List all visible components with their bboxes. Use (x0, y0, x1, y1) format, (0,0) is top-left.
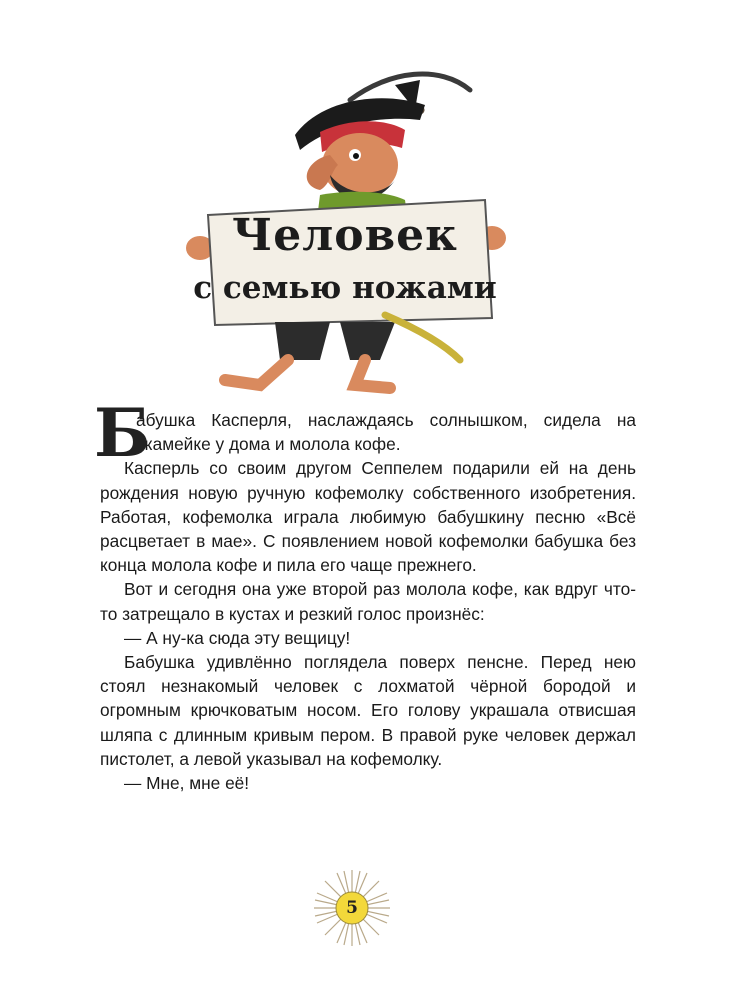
page-number-badge (312, 868, 392, 948)
story-text (94, 394, 636, 795)
page-number: 5 (346, 898, 358, 918)
paragraph-2: Касперль со своим другом Сеппелем подарили ей на день рождения новую ручную кофемолку собственного изобретения. Работая, кофемолка играла любимую бабушкину песню «Всё расцветает в мае». С появлением новой кофемолки бабушка без конца молола кофе и пила его чаще прежнего. (100, 458, 636, 576)
paragraph-4: Бабушка удивлённо поглядела поверх пенсне. Перед нею стоял незнакомый человек с лохматой чёрной бородой и огромным крючковатым носом. Его голову украшала отвисшая шляпа с длинным кривым пером. В правой руке человек держал пистолет, а левой указывал на кофемолку. (100, 652, 636, 769)
dialogue-line-2: — Мне, мне её! (124, 773, 250, 794)
paragraph-1 (94, 394, 636, 472)
dialogue-line-1: — А ну-ка сюда эту вещицу! (124, 627, 351, 648)
paragraph-3: Вот и сегодня она уже второй раз молола кофе, как вдруг что-то затрещало в кустах и резкий голос произнёс: (100, 579, 636, 624)
chapter-title-line1: Человек (232, 210, 458, 261)
paragraph-1-text: абушка Касперля, наслаждаясь солнышком, сидела на скамейке у дома и молола кофе. (136, 410, 636, 455)
robber-illustration (180, 60, 510, 395)
drop-cap: Б (94, 394, 151, 472)
chapter-title-line2: с семью ножами (193, 270, 497, 306)
